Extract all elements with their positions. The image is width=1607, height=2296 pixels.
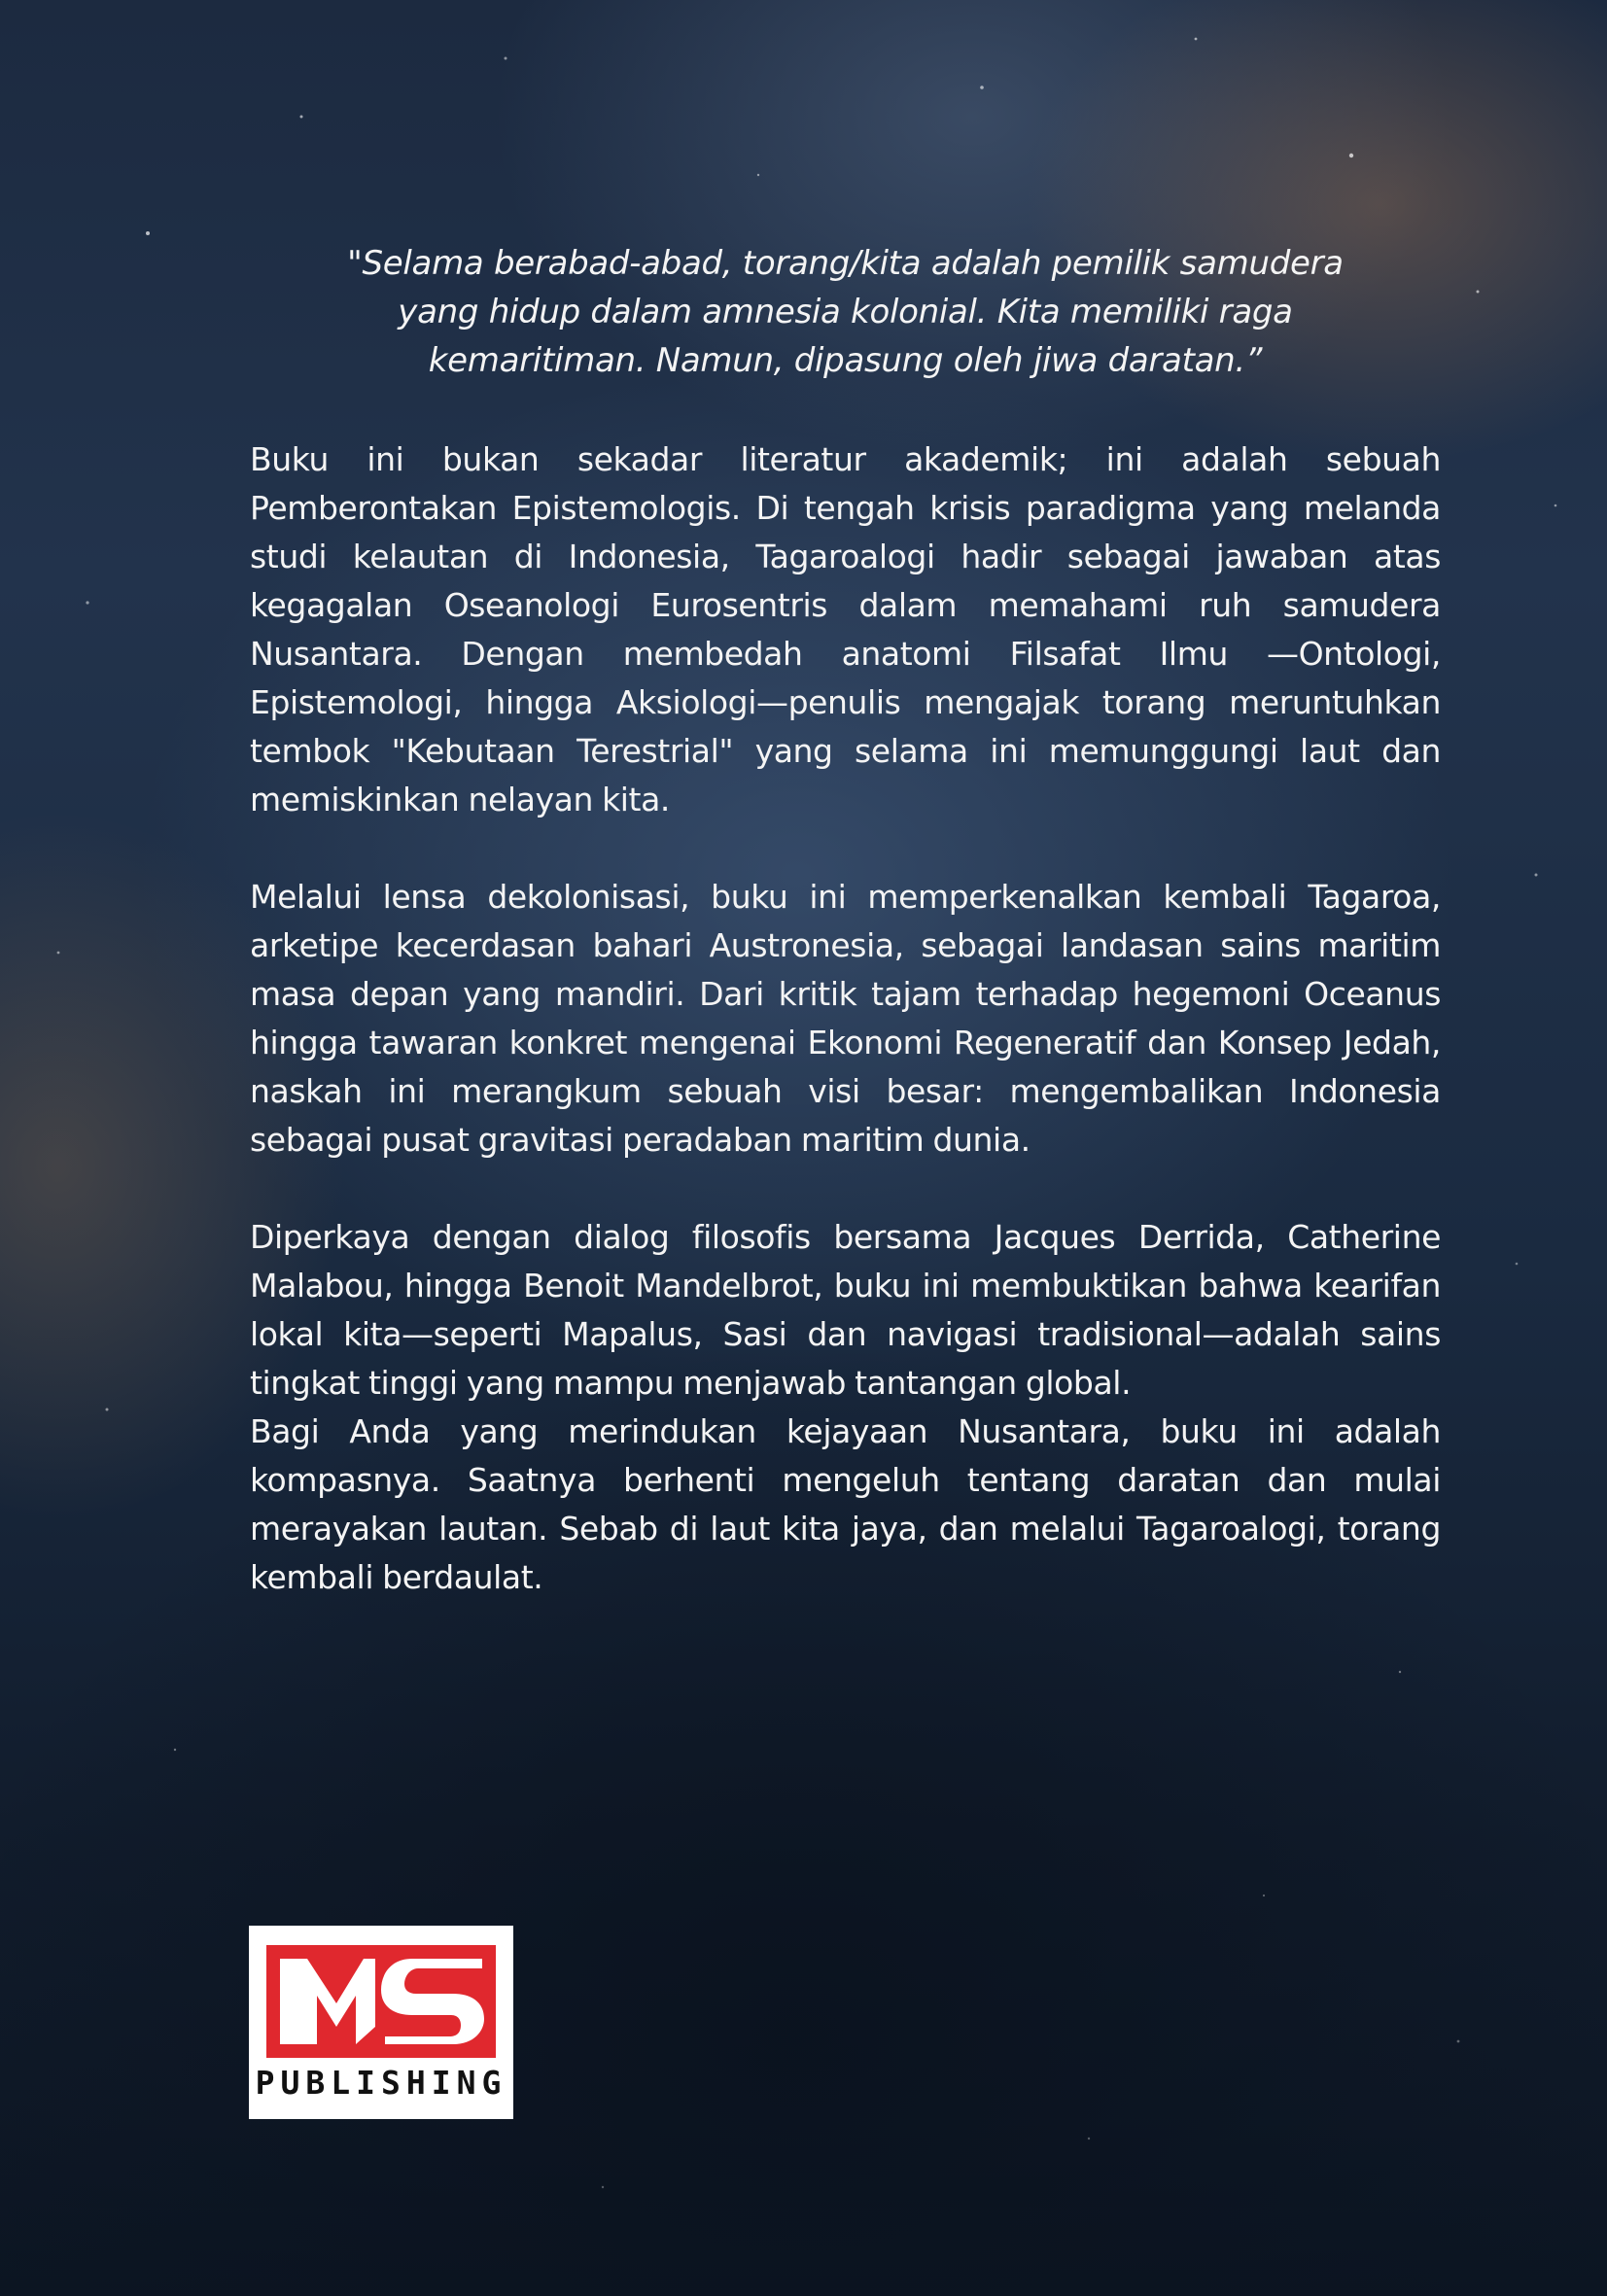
quote-line: yang hidup dalam amnesia kolonial. Kita memiliki raga xyxy=(398,293,1293,331)
blurb-paragraph: Buku ini bukan sekadar literatur akademik; ini adalah sebuah Pemberontakan Epistemologis. Di tengah krisis paradigma yang melanda studi kelautan di Indonesia, Tagaroalogi hadir sebagai jawaban atas kegagalan Oseanologi Eurosentris dalam memahami ruh samudera Nusantara. Dengan membedah anatomi Filsafat Ilmu —Ontologi, Epistemologi, hingga Aksiologi—penulis mengajak torang meruntuhkan tembok "Kebutaan Terestrial" yang selama ini memunggungi laut dan memiskinkan nelayan kita. xyxy=(250,440,1441,818)
paragraph-spacer xyxy=(250,824,1441,873)
blurb-paragraph: Bagi Anda yang merindukan kejayaan Nusantara, buku ini adalah kompasnya. Saatnya berhenti mengeluh tentang daratan dan mulai merayakan lautan. Sebab di laut kita jaya, dan melalui Tagaroalogi, torang kembali berdaulat. xyxy=(250,1412,1441,1596)
blurb-paragraph: Diperkaya dengan dialog filosofis bersama Jacques Derrida, Catherine Malabou, hingga Benoit Mandelbrot, buku ini membuktikan bahwa kearifan lokal kita—seperti Mapalus, Sasi dan navigasi tradisional—adalah sains tingkat tinggi yang mampu menjawab tantangan global. xyxy=(250,1218,1441,1402)
publisher-name: PUBLISHING xyxy=(255,2064,507,2102)
epigraph-quote xyxy=(250,239,1441,385)
publisher-logo xyxy=(249,1926,513,2119)
ms-logo-mark xyxy=(266,1945,496,2058)
blurb-paragraph: Melalui lensa dekolonisasi, buku ini memperkenalkan kembali Tagaroa, arketipe kecerdasan bahari Austronesia, sebagai landasan sains maritim masa depan yang mandiri. Dari kritik tajam terhadap hegemoni Oceanus hingga tawaran konkret mengenai Ekonomi Regeneratif dan Konsep Jedah, naskah ini merangkum sebuah visi besar: mengembalikan Indonesia sebagai pusat gravitasi peradaban maritim dunia. xyxy=(250,878,1441,1159)
back-cover-text xyxy=(250,239,1441,1602)
quote-line: kemaritiman. Namun, dipasung oleh jiwa daratan.” xyxy=(428,341,1263,380)
quote-line: "Selama berabad-abad, torang/kita adalah pemilik samudera xyxy=(347,244,1344,283)
paragraph-spacer xyxy=(250,1165,1441,1213)
